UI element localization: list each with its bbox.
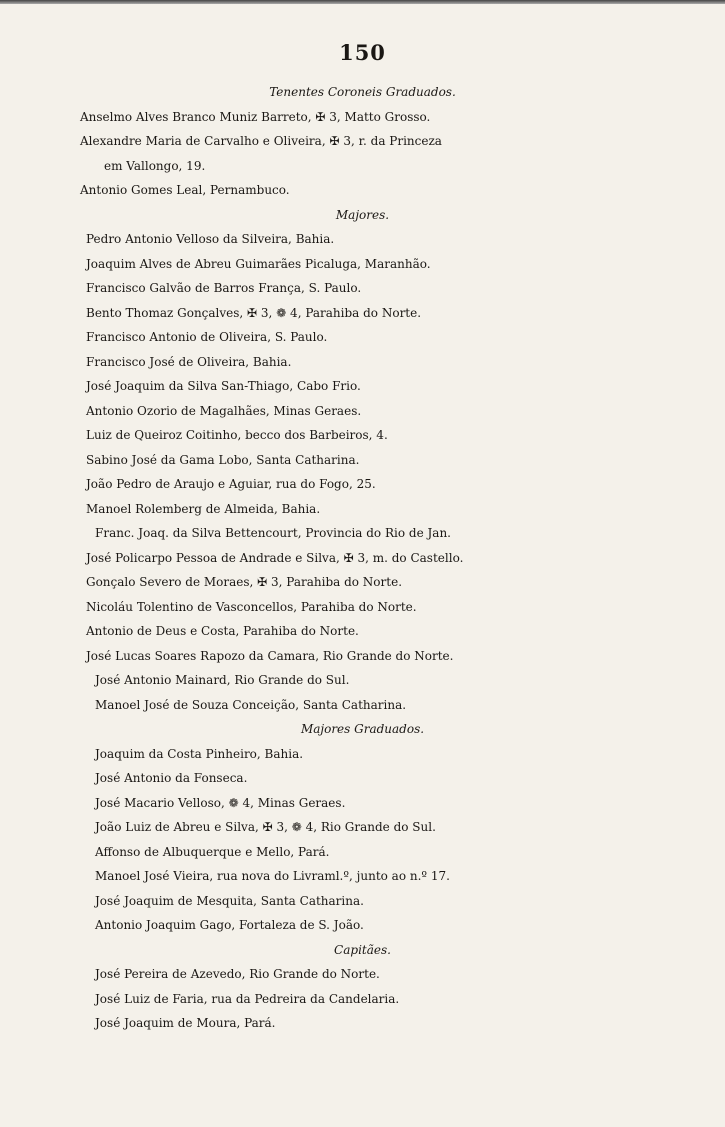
list-item: José Luiz de Faria, rua da Pedreira da Candelaria. [95,991,400,1006]
list-item: José Macario Velloso, ❁ 4, Minas Geraes. [95,795,346,810]
list-item: Joaquim da Costa Pinheiro, Bahia. [95,746,304,761]
list-item: José Policarpo Pessoa de Andrade e Silva, ✠ 3, m. do Castello. [86,550,464,565]
page-number: 150 [339,40,386,65]
page-top-border [0,0,725,4]
list-item: José Joaquim da Silva San-Thiago, Cabo Frio. [86,379,361,393]
list-item: José Antonio Mainard, Rio Grande do Sul. [95,673,350,687]
list-item: Antonio Ozorio de Magalhães, Minas Geraes. [86,403,362,418]
section-heading-majores: Majores. [335,207,390,222]
list-item: Joaquim Alves de Abreu Guimarães Picaluga, Maranhão. [86,256,431,271]
list-item: Alexandre Maria de Carvalho e Oliveira, ✠ 3, r. da Princeza [80,134,442,148]
list-item: Antonio Joaquim Gago, Fortaleza de S. João. [95,918,364,932]
list-item: Manoel Rolemberg de Almeida, Bahia. [86,501,321,516]
section-heading-majores-graduados: Majores Graduados. [300,722,425,736]
list-item: Gonçalo Severo de Moraes, ✠ 3, Parahiba do Norte. [86,575,403,589]
list-item: José Antonio da Fonseca. [95,771,248,785]
section-heading-capitaes: Capitães. [334,942,391,957]
list-item: José Joaquim de Mesquita, Santa Catharina. [95,893,364,908]
list-item: Francisco Galvão de Barros França, S. Paulo. [86,281,362,295]
section-heading-tenentes-coroneis-graduados: Tenentes Coroneis Graduados. [269,85,456,99]
list-item: João Luiz de Abreu e Silva, ✠ 3, ❁ 4, Rio Grande do Sul. [95,820,436,834]
list-item: Anselmo Alves Branco Muniz Barreto, ✠ 3, Matto Grosso. [80,109,431,124]
list-item: Sabino José da Gama Lobo, Santa Catharina. [86,452,360,467]
list-item: Antonio de Deus e Costa, Parahiba do Norte. [86,624,359,638]
list-item: Manoel José Vieira, rua nova do Livraml.º, junto ao n.º 17. [95,869,450,883]
list-item-continuation: em Vallongo, 19. [104,158,206,173]
list-item: Manoel José de Souza Conceição, Santa Catharina. [95,697,407,712]
list-item: José Joaquim de Moura, Pará. [95,1016,276,1030]
list-item: Pedro Antonio Velloso da Silveira, Bahia. [86,232,335,246]
list-item: Nicoláu Tolentino de Vasconcellos, Parahiba do Norte. [86,599,417,614]
list-item: Affonso de Albuquerque e Mello, Pará. [95,844,330,859]
list-item: José Pereira de Azevedo, Rio Grande do Norte. [95,967,380,981]
page-content [0,80,725,1036]
list-item: João Pedro de Araujo e Aguiar, rua do Fogo, 25. [86,477,376,491]
list-item: Luiz de Queiroz Coitinho, becco dos Barbeiros, 4. [86,428,388,442]
list-item: Bento Thomaz Gonçalves, ✠ 3, ❁ 4, Parahiba do Norte. [86,305,422,320]
list-item: Francisco José de Oliveira, Bahia. [86,354,292,369]
list-item: Francisco Antonio de Oliveira, S. Paulo. [86,330,328,344]
list-item: José Lucas Soares Rapozo da Camara, Rio Grande do Norte. [86,648,454,663]
list-item: Antonio Gomes Leal, Pernambuco. [80,183,290,197]
list-item: Franc. Joaq. da Silva Bettencourt, Provincia do Rio de Jan. [95,526,451,540]
